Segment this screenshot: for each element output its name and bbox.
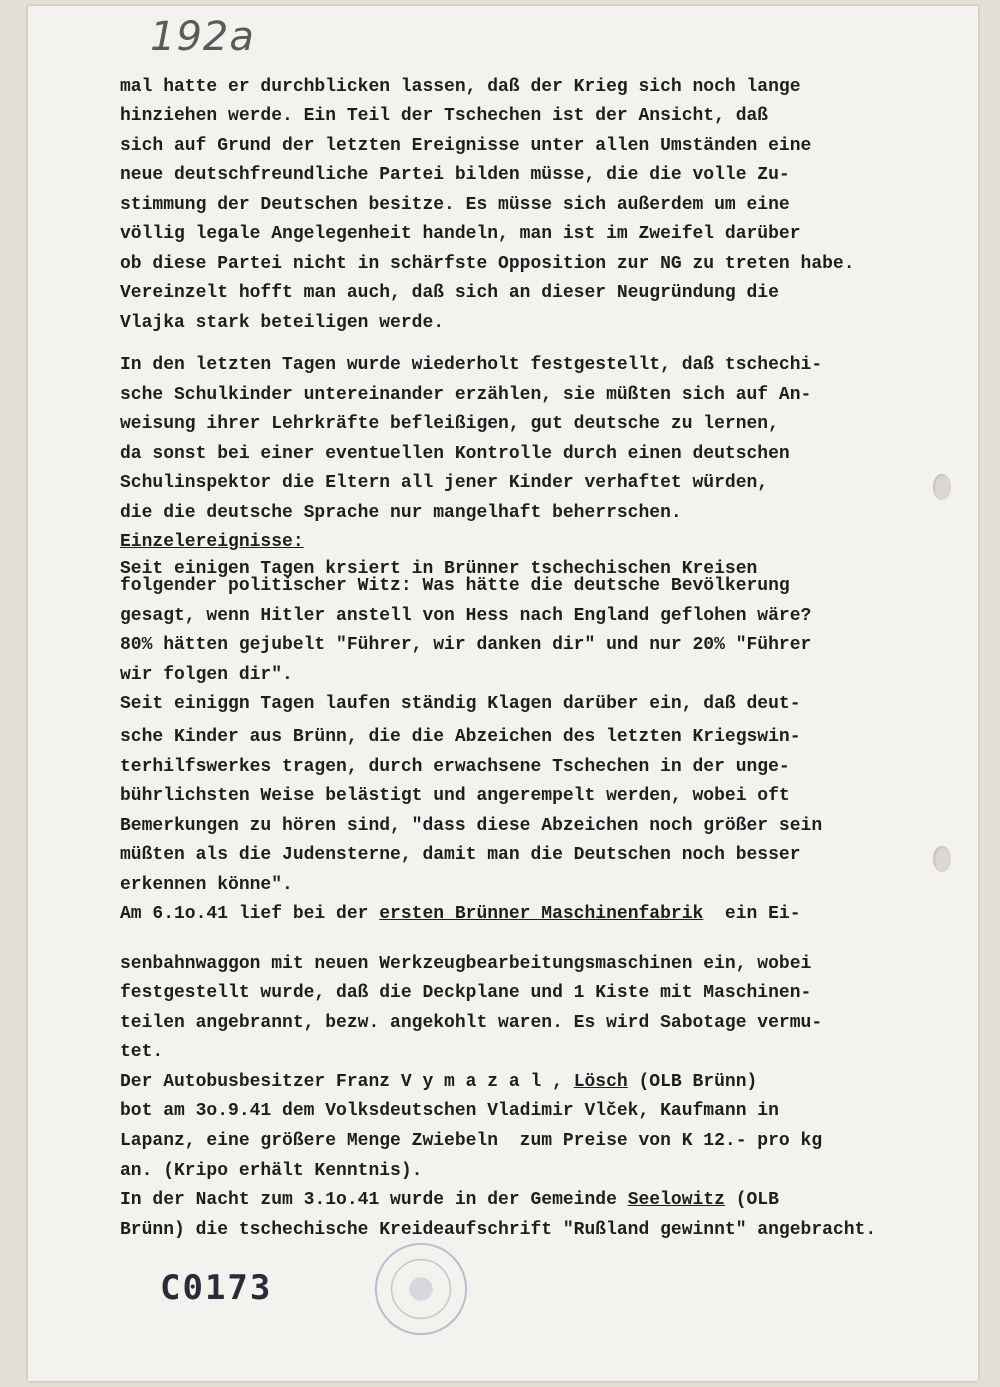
text-line: erkennen könne". bbox=[120, 875, 293, 895]
text-line: die die deutsche Sprache nur mangelhaft beherrschen. bbox=[120, 503, 682, 523]
archive-stamp bbox=[372, 1240, 470, 1338]
text-line: bührlichsten Weise belästigt und angerempelt werden, wobei oft bbox=[120, 786, 790, 806]
punch-hole-bottom bbox=[933, 846, 951, 872]
text-line: gesagt, wenn Hitler anstell von Hess nach England geflohen wäre? bbox=[120, 606, 812, 626]
text-line: senbahnwaggon mit neuen Werkzeugbearbeitungsmaschinen ein, wobei bbox=[120, 954, 812, 974]
text-line: Bemerkungen zu hören sind, "dass diese Abzeichen noch größer sein bbox=[120, 816, 823, 836]
text-line: Brünn) die tschechische Kreideaufschrift "Rußland gewinnt" angebracht. bbox=[120, 1220, 877, 1240]
text-line: Seit einiggn Tagen laufen ständig Klagen darüber ein, daß deut- bbox=[120, 694, 801, 714]
text-line: Schulinspektor die Eltern all jener Kinder verhaftet würden, bbox=[120, 473, 769, 493]
text-line: ob diese Partei nicht in schärfste Opposition zur NG zu treten habe. bbox=[120, 254, 855, 274]
document-number: C0173 bbox=[160, 1268, 273, 1308]
text-line: da sonst bei einer eventuellen Kontrolle durch einen deutschen bbox=[120, 444, 790, 464]
text-line: Am 6.1o.41 lief bei der ersten Brünner Maschinenfabrik ein Ei- bbox=[120, 904, 801, 924]
text-line: teilen angebrannt, bezw. angekohlt waren. Es wird Sabotage vermu- bbox=[120, 1013, 823, 1033]
text-line: Lapanz, eine größere Menge Zwiebeln zum Preise von K 12.- pro kg bbox=[120, 1131, 823, 1151]
text-line: weisung ihrer Lehrkräfte befleißigen, gut deutsche zu lernen, bbox=[120, 414, 779, 434]
text-line: Vereinzelt hofft man auch, daß sich an dieser Neugründung die bbox=[120, 283, 779, 303]
text-line: Einzelereignisse: bbox=[120, 532, 304, 552]
text-line: müßten als die Judensterne, damit man die Deutschen noch besser bbox=[120, 845, 801, 865]
text-line: neue deutschfreundliche Partei bilden müsse, die die volle Zu- bbox=[120, 165, 790, 185]
text-line: Der Autobusbesitzer Franz V y m a z a l , Lösch (OLB Brünn) bbox=[120, 1072, 758, 1092]
text-line: bot am 3o.9.41 dem Volksdeutschen Vladimir Vlček, Kaufmann in bbox=[120, 1101, 779, 1121]
text-line: sche Schulkinder untereinander erzählen, sie müßten sich auf An- bbox=[120, 385, 812, 405]
text-line: sche Kinder aus Brünn, die die Abzeichen des letzten Kriegswin- bbox=[120, 727, 801, 747]
text-line: In den letzten Tagen wurde wiederholt festgestellt, daß tschechi- bbox=[120, 355, 823, 375]
text-line: völlig legale Angelegenheit handeln, man ist im Zweifel darüber bbox=[120, 224, 801, 244]
text-line: folgender politischer Witz: Was hätte die deutsche Bevölkerung bbox=[120, 576, 790, 596]
text-line: Seit einigen Tagen krsiert in Brünner tschechischen Kreisen bbox=[120, 559, 758, 579]
punch-hole-top bbox=[933, 474, 951, 500]
text-line: stimmung der Deutschen besitze. Es müsse sich außerdem um eine bbox=[120, 195, 790, 215]
text-line: wir folgen dir". bbox=[120, 665, 293, 685]
text-line: Vlajka stark beteiligen werde. bbox=[120, 313, 445, 333]
text-line: an. (Kripo erhält Kenntnis). bbox=[120, 1161, 423, 1181]
text-line: festgestellt wurde, daß die Deckplane und 1 Kiste mit Maschinen- bbox=[120, 983, 812, 1003]
handwritten-page-number: 192a bbox=[150, 14, 255, 60]
text-line: hinziehen werde. Ein Teil der Tschechen ist der Ansicht, daß bbox=[120, 106, 769, 126]
text-line: In der Nacht zum 3.1o.41 wurde in der Gemeinde Seelowitz (OLB bbox=[120, 1190, 779, 1210]
text-line: tet. bbox=[120, 1042, 164, 1062]
text-line: sich auf Grund der letzten Ereignisse unter allen Umständen eine bbox=[120, 136, 812, 156]
text-line: mal hatte er durchblicken lassen, daß der Krieg sich noch lange bbox=[120, 77, 801, 97]
text-line: terhilfswerkes tragen, durch erwachsene Tschechen in der unge- bbox=[120, 757, 790, 777]
text-line: 80% hätten gejubelt "Führer, wir danken dir" und nur 20% "Führer bbox=[120, 635, 812, 655]
